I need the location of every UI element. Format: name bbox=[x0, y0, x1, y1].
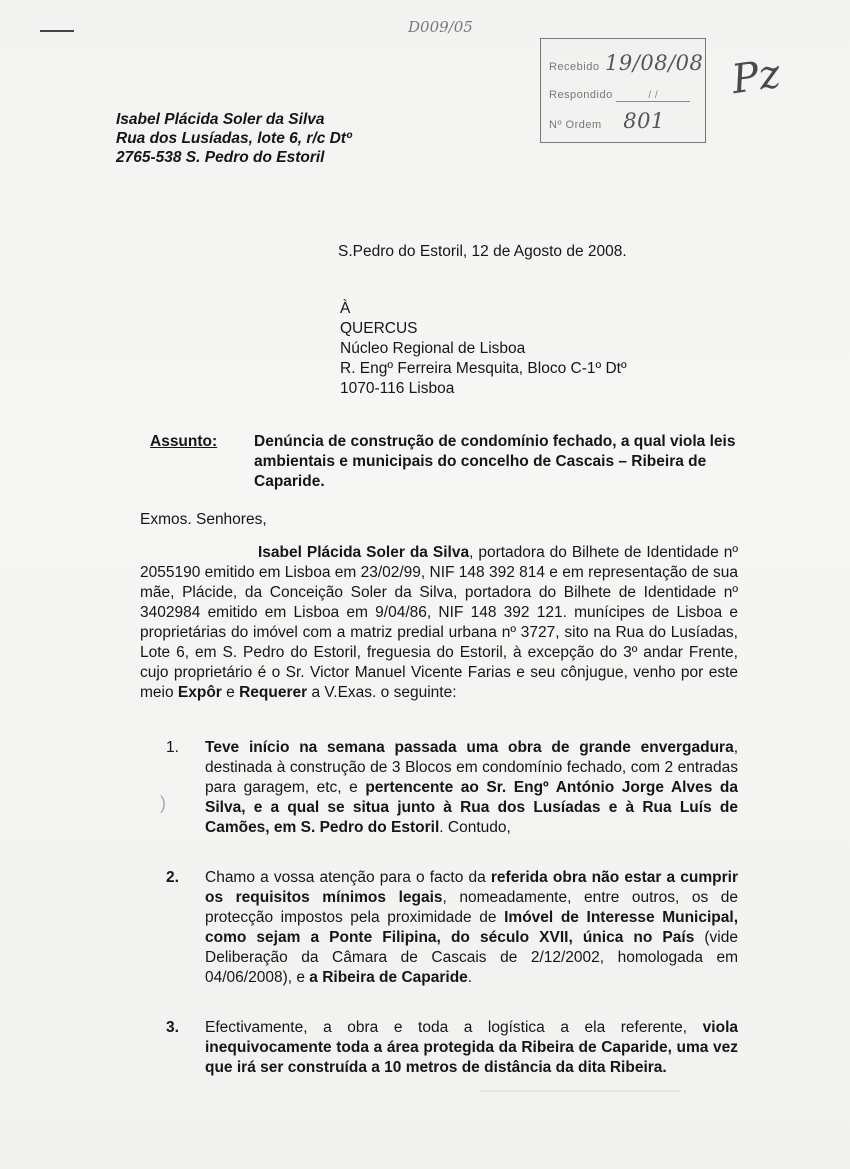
recipient-org: QUERCUS bbox=[340, 320, 418, 337]
body-text-2: a V.Exas. o seguinte: bbox=[307, 684, 457, 701]
item-1-text-1: , destinada à construção de 3 Blocos em condomínio fechado, com 2 entradas para garagem, etc, e bbox=[205, 739, 738, 796]
item-2-text-2: , nomeadamente, entre outros, os de protecção impostos pela proximidade de bbox=[205, 889, 738, 926]
salutation: Exmos. Senhores, bbox=[140, 511, 267, 528]
recipient-address-block bbox=[340, 299, 627, 399]
body-text-1: , portadora do Bilhete de Identidade nº 2055190 emitido em Lisboa em 23/02/99, NIF 148 392 814 e em representação de sua mãe, Plácide, da Conceição Soler da Silva, portadora do Bilhete de Identidade nº 3402984 emitido em Lisboa em 9/04/86, NIF 148 392 121. munícipes de Lisboa e proprietárias do imóvel com a matriz predial urbana nº 3727, sito na Rua do Lusíadas, Lote 6, em S. Pedro do Estoril, freguesia do Estoril, à excepção do 3º andar Frente, cujo proprietário é o Sr. Victor Manuel Vicente Farias e seu cônjugue, venho por este meio bbox=[140, 544, 739, 701]
item-2-text-1: Chamo a vossa atenção para o facto da bbox=[205, 869, 491, 886]
sender-city: 2765-538 S. Pedro do Estoril bbox=[116, 149, 325, 166]
stamp-received-date: 19/08/08 bbox=[605, 51, 704, 75]
recipient-street: R. Engº Ferreira Mesquita, Bloco C-1º Dtº bbox=[340, 360, 627, 377]
subject-line bbox=[150, 432, 742, 492]
item-2-bold-2: Imóvel de Interesse Municipal, como sejam a Ponte Filipina, do século XVII, única no País bbox=[205, 909, 738, 946]
scan-smudge bbox=[480, 1090, 680, 1092]
margin-dash-mark bbox=[40, 30, 74, 32]
opening-paragraph bbox=[140, 543, 738, 703]
item-2-bold-3: a Ribeira de Caparide bbox=[309, 969, 468, 986]
handwritten-reference: D009/05 bbox=[408, 18, 473, 36]
body-requerer: Requerer bbox=[239, 684, 308, 701]
stamp-answered-row bbox=[549, 89, 690, 102]
body-sender-name: Isabel Plácida Soler da Silva bbox=[258, 544, 470, 561]
recipient-to: À bbox=[340, 300, 351, 317]
reception-stamp bbox=[540, 38, 706, 143]
sender-address-block bbox=[116, 110, 352, 167]
list-item-1 bbox=[140, 738, 738, 838]
item-1-text-2: . Contudo, bbox=[439, 819, 511, 836]
subject-text: Denúncia de construção de condomínio fechado, a qual viola leis ambientais e municipais do concelho de Cascais – Ribeira de Caparide. bbox=[254, 433, 736, 490]
sender-name: Isabel Plácida Soler da Silva bbox=[116, 111, 325, 128]
margin-mark: ) bbox=[160, 793, 166, 813]
body-expor: Expôr bbox=[177, 684, 222, 701]
sender-street: Rua dos Lusíadas, lote 6, r/c Dtº bbox=[116, 130, 352, 147]
list-item-3 bbox=[140, 1018, 738, 1078]
item-number: 3. bbox=[166, 1019, 179, 1036]
body-and: e bbox=[221, 684, 240, 701]
stamp-received-label: Recebido bbox=[549, 61, 600, 73]
item-1-bold-2: pertencente ao Sr. Engº António Jorge Alves da Silva, e a qual se situa junto à Rua dos Lusíadas e à Rua Luís de Camões, em S. Pedro do Estoril bbox=[205, 779, 738, 836]
handwritten-initials: Pz bbox=[729, 50, 783, 104]
item-3-bold-1: viola inequivocamente toda a área protegida da Ribeira de Caparide, uma vez que irá ser construída a 10 metros de distância da dita Ribeira. bbox=[205, 1019, 738, 1076]
item-number: 1. bbox=[166, 739, 179, 756]
stamp-received-row bbox=[549, 51, 703, 75]
letter-date: S.Pedro do Estoril, 12 de Agosto de 2008. bbox=[338, 243, 627, 260]
list-item-2 bbox=[140, 868, 738, 988]
item-3-text-1: Efectivamente, a obra e toda a logística a ela referente, bbox=[205, 1019, 703, 1036]
item-2-bold-1: referida obra não estar a cumprir os requisitos mínimos legais bbox=[205, 869, 739, 906]
item-number: 2. bbox=[166, 869, 179, 886]
recipient-city: 1070-116 Lisboa bbox=[340, 380, 455, 397]
stamp-answered-label: Respondido bbox=[549, 89, 613, 101]
item-2-text-4: . bbox=[467, 969, 473, 986]
recipient-unit: Núcleo Regional de Lisboa bbox=[340, 340, 526, 357]
stamp-order-label: Nº Ordem bbox=[549, 119, 602, 131]
stamp-order-row bbox=[549, 109, 665, 133]
numbered-list bbox=[140, 738, 738, 1108]
subject-label: Assunto: bbox=[150, 433, 218, 450]
item-2-text-3: (vide Deliberação da Câmara de Cascais de 2/12/2002, homologada em 04/06/2008), e bbox=[205, 929, 738, 986]
stamp-answered-value: / / bbox=[616, 90, 690, 102]
stamp-order-number: 801 bbox=[623, 109, 665, 133]
item-1-bold-1: Teve início na semana passada uma obra de grande envergadura bbox=[205, 739, 734, 756]
